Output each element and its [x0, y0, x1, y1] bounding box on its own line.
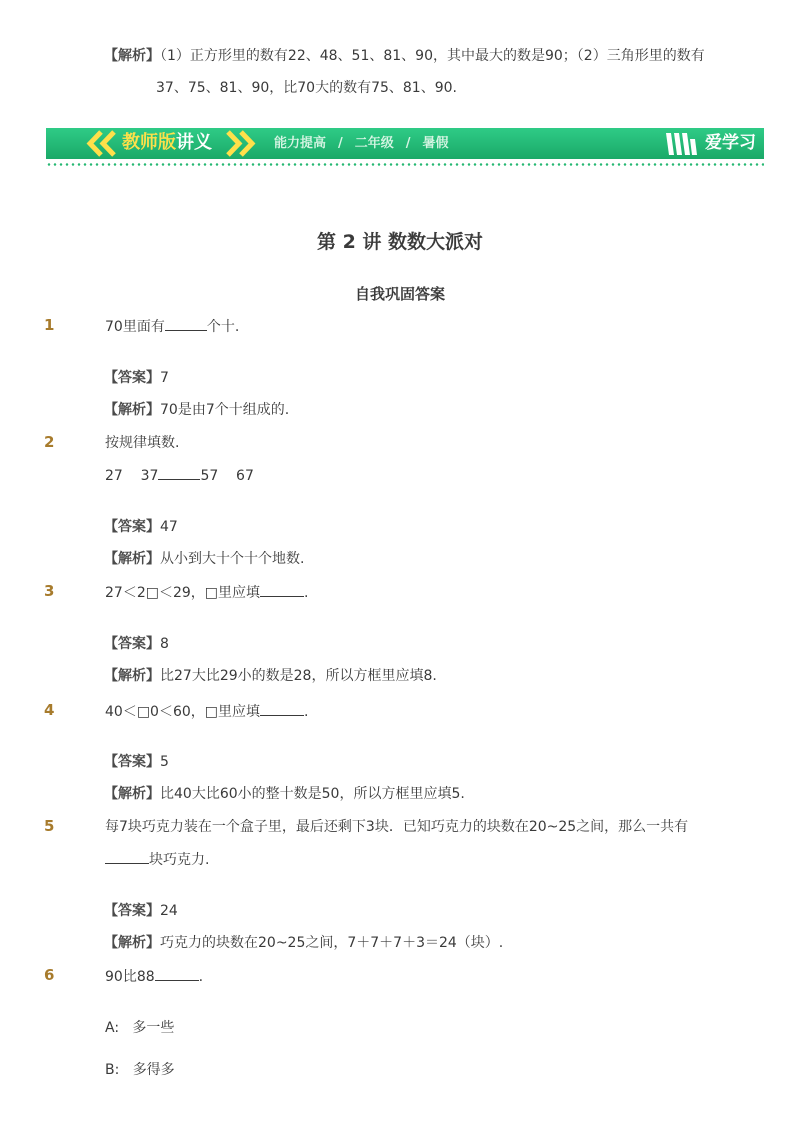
analysis-label: 【解析】	[104, 935, 160, 951]
stem-text: 90比88	[105, 969, 155, 985]
answer-line	[104, 368, 169, 388]
question-number: 3	[44, 582, 55, 600]
answer-label: 【答案】	[104, 370, 160, 386]
question-number: 4	[44, 701, 55, 719]
question-number: 2	[44, 433, 55, 451]
analysis-line	[104, 666, 437, 686]
option-key: A:	[105, 1020, 120, 1036]
sequence-text: 57 67	[200, 468, 254, 484]
breadcrumb-sep: /	[405, 136, 411, 151]
number-sequence	[105, 465, 254, 486]
answer-line	[104, 517, 178, 537]
analysis-line	[104, 400, 289, 420]
analysis-label: 【解析】	[104, 551, 160, 567]
answer-label: 【答案】	[104, 519, 160, 535]
stem-text: 个十.	[206, 319, 240, 335]
question-stem-line1: 每7块巧克力装在一个盒子里，最后还剩下3块．已知巧克力的块数在20~25之间，那么一共有	[105, 819, 689, 835]
answer-label: 【答案】	[104, 636, 160, 652]
question-stem	[105, 966, 203, 987]
question-number: 5	[44, 817, 55, 835]
answer-label: 【答案】	[104, 754, 160, 770]
top-solution-line1	[104, 46, 705, 66]
banner-title	[122, 131, 212, 155]
stem-text: 70里面有	[105, 319, 165, 335]
analysis-label: 【解析】	[104, 402, 160, 418]
answer-blank	[158, 465, 200, 480]
answer-line	[104, 752, 169, 772]
analysis-line	[104, 549, 304, 569]
analysis-text: 巧克力的块数在20~25之间，7＋7＋7＋3＝24（块）.	[160, 935, 504, 951]
answer-value: 47	[160, 519, 178, 535]
question-number: 1	[44, 316, 55, 334]
brand-name: 爱学习	[705, 133, 756, 153]
stem-text: 27＜2□＜29，□里应填	[105, 585, 260, 601]
answer-blank	[165, 316, 207, 331]
answer-blank	[155, 966, 199, 981]
question-stem: 按规律填数.	[105, 435, 180, 451]
answer-line	[104, 634, 169, 654]
analysis-text: 70是由7个十组成的.	[160, 402, 290, 418]
banner-title-part1: 教师版	[122, 132, 176, 153]
analysis-text: 比27大比29小的数是28，所以方框里应填8.	[160, 668, 437, 684]
answer-value: 24	[160, 903, 178, 919]
analysis-line	[104, 784, 465, 804]
banner-dotted-divider	[46, 163, 764, 166]
analysis-line	[104, 933, 503, 953]
banner-breadcrumb	[268, 135, 455, 153]
option-a[interactable]	[105, 1018, 174, 1038]
analysis-label: 【解析】	[104, 786, 160, 802]
analysis-label: 【解析】	[104, 48, 160, 64]
answer-blank	[105, 849, 149, 864]
stem-text: .	[304, 585, 309, 601]
analysis-label: 【解析】	[104, 668, 160, 684]
answer-blank	[260, 701, 304, 716]
answer-value: 7	[160, 370, 169, 386]
double-chevron-left-icon	[86, 130, 120, 157]
question-number: 6	[44, 966, 55, 984]
breadcrumb-sep: /	[338, 136, 343, 151]
breadcrumb-item-term: 暑假	[422, 136, 449, 151]
option-text: 多一些	[132, 1020, 175, 1036]
stem-text: 块巧克力.	[149, 852, 210, 868]
analysis-text: 从小到大十个十个地数.	[160, 551, 305, 567]
section-title: 自我巩固答案	[354, 285, 445, 303]
question-stem	[105, 701, 308, 722]
analysis-text: （1）正方形里的数有22、48、51、81、90，其中最大的数是90；（2）三角形里的数有	[160, 48, 705, 64]
option-key: B:	[105, 1062, 120, 1078]
option-b[interactable]	[105, 1060, 175, 1080]
answer-line	[104, 901, 178, 921]
question-stem-line2	[105, 849, 209, 870]
breadcrumb-item-grade: 二年级	[354, 136, 394, 151]
answer-value: 8	[160, 636, 169, 652]
banner-title-part2: 讲义	[176, 132, 212, 153]
stem-text: .	[304, 704, 309, 720]
analysis-text: 比40大比60小的整十数是50，所以方框里应填5.	[160, 786, 465, 802]
top-solution-line2: 37、75、81、90，比70大的数有75、81、90.	[156, 80, 457, 96]
sequence-text: 27 37	[105, 468, 159, 484]
double-chevron-right-icon	[222, 130, 256, 157]
answer-blank	[260, 582, 304, 597]
stem-text: .	[198, 969, 204, 985]
stem-text: 40＜□0＜60，□里应填	[105, 704, 260, 720]
brand-logo-icon	[664, 131, 698, 157]
answer-value: 5	[160, 754, 169, 770]
answer-label: 【答案】	[104, 903, 160, 919]
question-stem	[105, 582, 308, 603]
breadcrumb-item-ability: 能力提高	[274, 136, 327, 151]
header-banner	[46, 128, 764, 159]
option-text: 多得多	[132, 1062, 175, 1078]
lesson-title: 第 2 讲 数数大派对	[316, 231, 484, 253]
question-stem	[105, 316, 239, 337]
